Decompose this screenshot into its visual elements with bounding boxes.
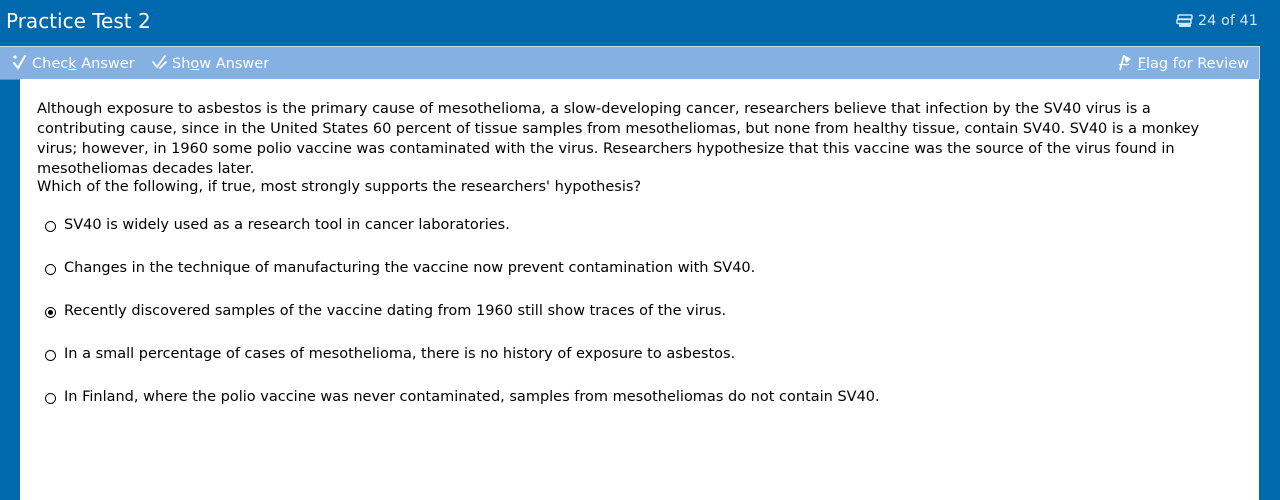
answer-option-text: In a small percentage of cases of mesothelioma, there is no history of exposure to asbestos.: [64, 346, 736, 362]
radio-button-c[interactable]: [45, 307, 56, 318]
answer-option-a[interactable]: [45, 215, 510, 235]
radio-button-d[interactable]: [45, 350, 56, 361]
check-answer-button[interactable]: [10, 53, 135, 75]
question-prompt: Which of the following, if true, most strongly supports the researchers' hypothesis?: [37, 179, 642, 195]
show-answer-label: Show Answer: [172, 56, 270, 72]
toolbar: [0, 46, 1260, 80]
flag-for-review-label: Flag for Review: [1137, 56, 1249, 72]
app-title: Practice Test 2: [6, 9, 151, 33]
check-answer-label: Check Answer: [32, 56, 135, 72]
pages-icon: [1176, 14, 1194, 28]
answer-option-c[interactable]: [45, 301, 726, 321]
answer-option-text: Changes in the technique of manufacturing the vaccine now prevent contamination with SV40.: [64, 260, 756, 276]
answer-option-d[interactable]: [45, 344, 735, 364]
show-answer-icon: [150, 53, 168, 75]
answer-option-text: In Finland, where the polio vaccine was never contaminated, samples from mesotheliomas do not contain SV40.: [64, 389, 880, 405]
title-bar: [0, 0, 1280, 44]
radio-button-b[interactable]: [45, 264, 56, 275]
question-stimulus: Although exposure to asbestos is the primary cause of mesothelioma, a slow-developing cancer, researchers believe that infection by the SV40 virus is a contributing cause, since in the United States 60 percent of tissue samples from mesotheliomas, but none from healthy tissue, contain SV40. SV40 is a monkey virus; however, in 1960 some polio vaccine was contaminated with the virus. Researchers hypothesize that this vaccine was the source of the virus found in mesotheliomas decades later.: [37, 101, 1200, 177]
question-counter: [1176, 13, 1258, 29]
check-answer-icon: [10, 53, 28, 75]
answer-option-e[interactable]: [45, 387, 880, 407]
flag-for-review-button[interactable]: [1116, 53, 1249, 75]
counter-text: 24 of 41: [1197, 13, 1258, 29]
answer-option-b[interactable]: [45, 258, 755, 278]
radio-button-e[interactable]: [45, 393, 56, 404]
answer-option-text: SV40 is widely used as a research tool in cancer laboratories.: [64, 217, 510, 233]
show-answer-button[interactable]: [150, 53, 269, 75]
radio-button-a[interactable]: [45, 221, 56, 232]
question-panel: [20, 79, 1259, 500]
answer-option-text: Recently discovered samples of the vaccine dating from 1960 still show traces of the virus.: [64, 303, 727, 319]
flag-icon: [1116, 53, 1134, 75]
